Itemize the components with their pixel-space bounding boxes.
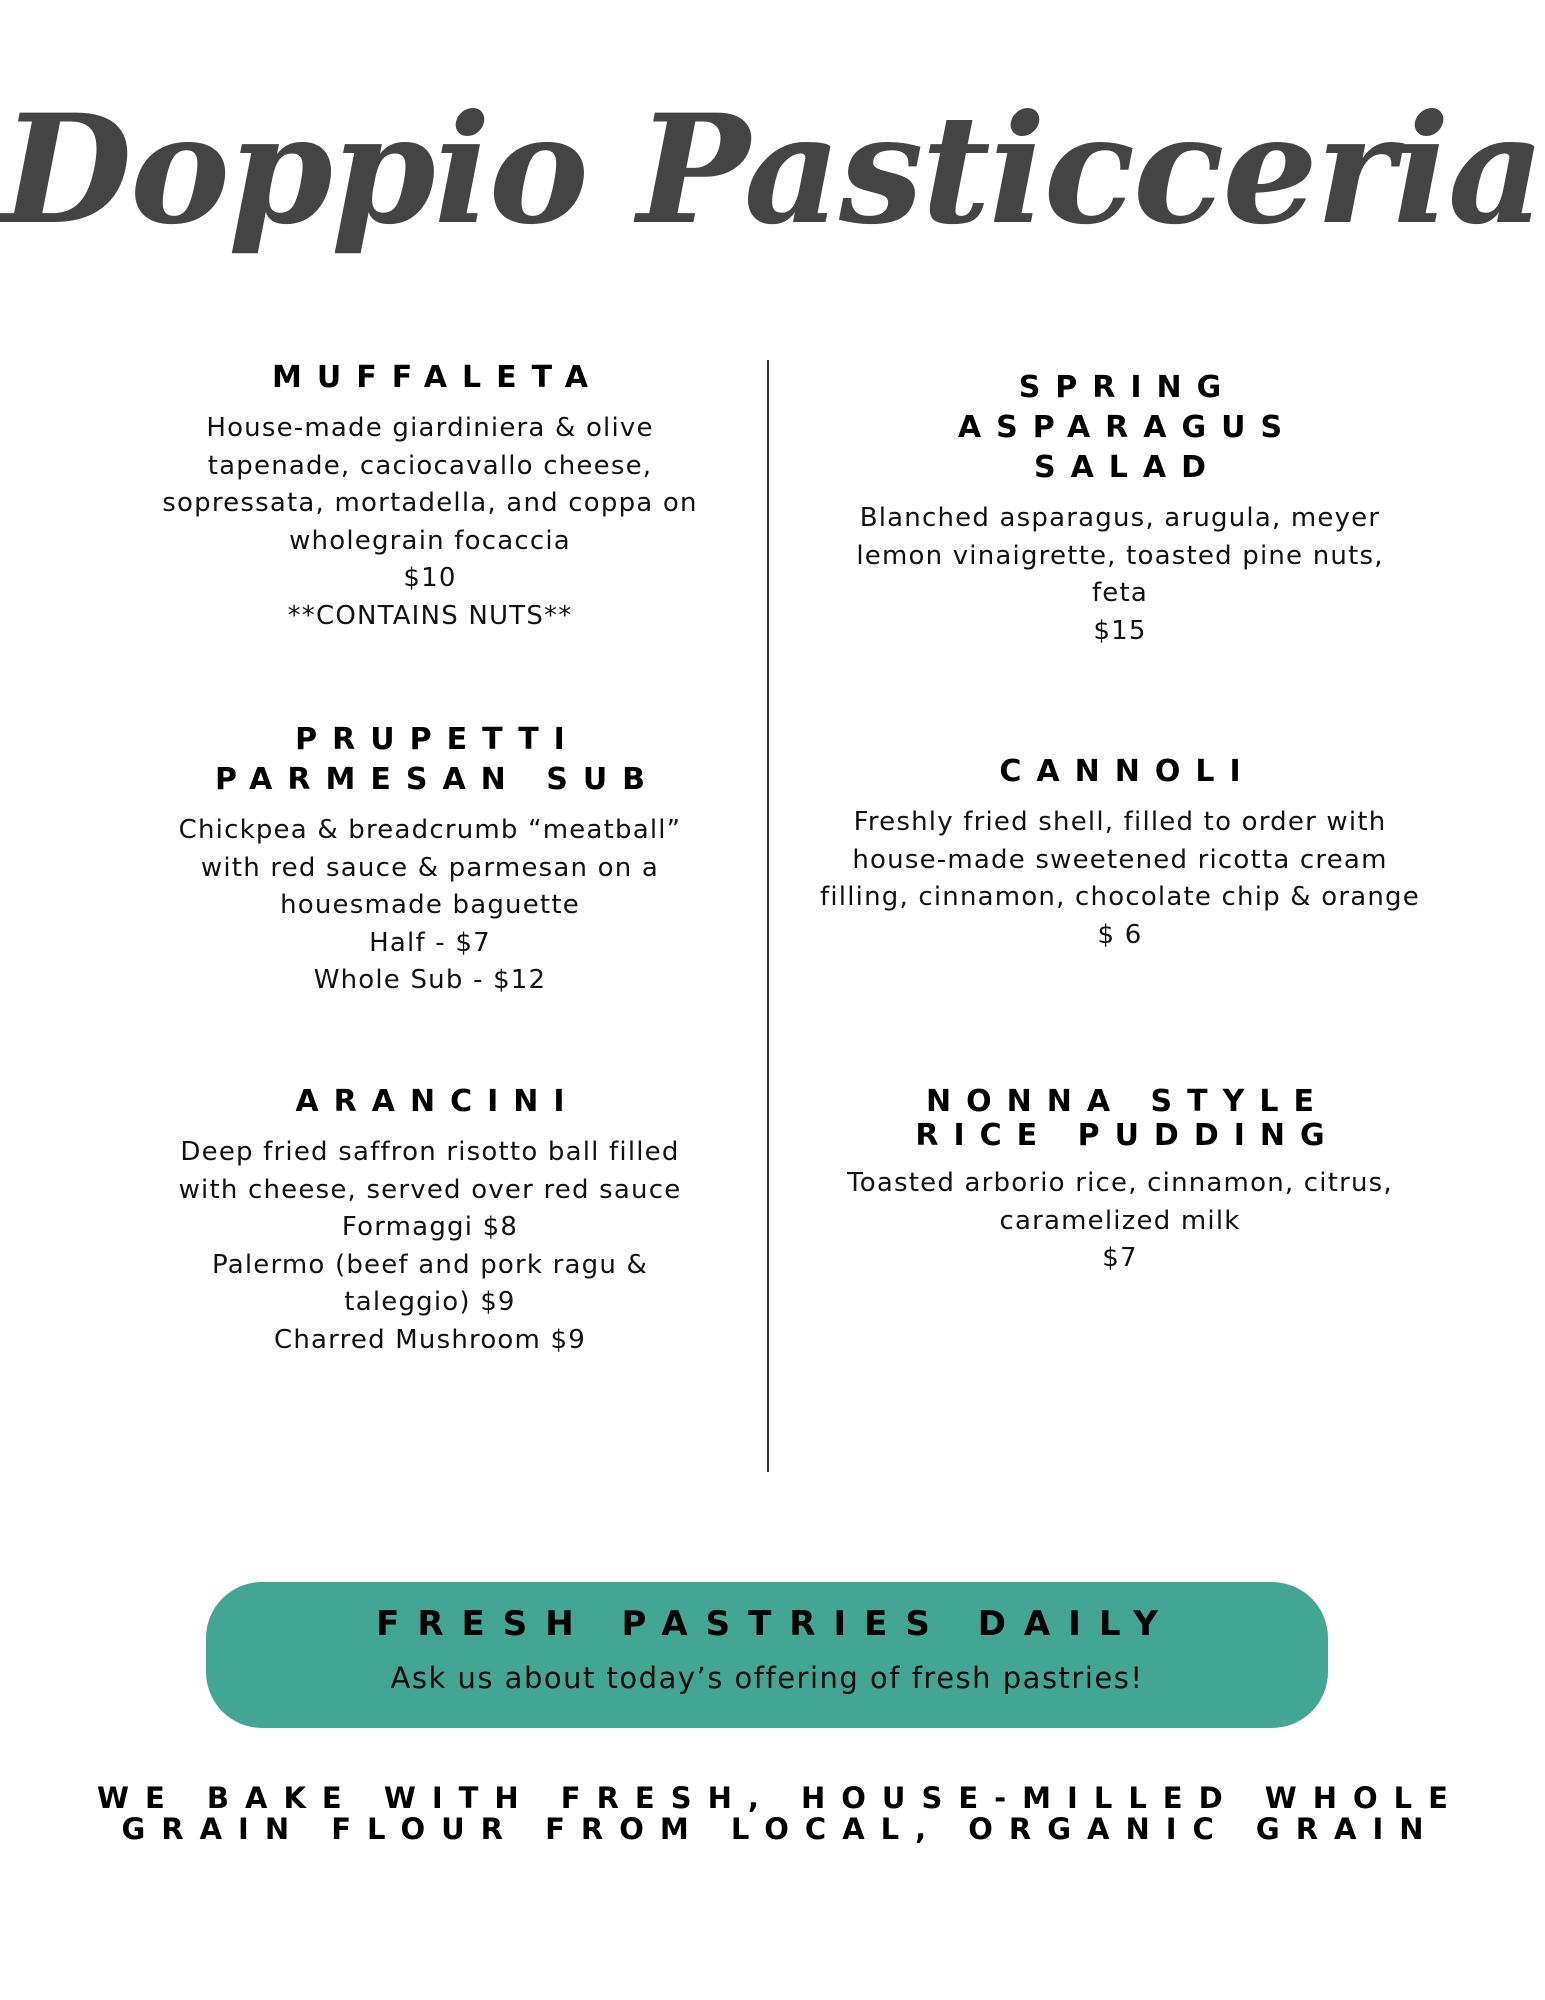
restaurant-title: Doppio Pasticceria [1, 82, 1544, 258]
item-name: MUFFALETA [272, 360, 603, 395]
fresh-pastries-banner [206, 1582, 1328, 1728]
column-divider [767, 360, 769, 1472]
item-price: Formaggi $8 [341, 1212, 519, 1242]
item-price: Half - $7 [369, 927, 491, 958]
item-name: CANNOLI [999, 754, 1256, 789]
item-description: Deep fried saffron risotto ball filled with cheese, served over red sauce Formaggi $8 Palermo (beef and pork ragu & taleggio) $9 Charred Mushroom $9 [110, 1134, 750, 1359]
item-description: Freshly fried shell, filled to order with house-made sweetened ricotta cream filling, cinnamon, chocolate chip & orange $ 6 [800, 804, 1440, 954]
menu-item-spring-asparagus-salad [800, 368, 1440, 650]
item-description: Blanched asparagus, arugula, meyer lemon vinaigrette, toasted pine nuts, feta $15 [800, 500, 1440, 650]
item-name: PRUPETTI PARMESAN SUB [214, 722, 661, 797]
item-name: NONNA STYLE RICE PUDDING [915, 1084, 1340, 1153]
banner-subtitle: Ask us about today’s offering of fresh pastries! [390, 1661, 1144, 1695]
footer-tagline: WE BAKE WITH FRESH, HOUSE-MILLED WHOLE GRAIN FLOUR FROM LOCAL, ORGANIC GRAIN [97, 1781, 1464, 1846]
menu-item-arancini [110, 1082, 750, 1359]
menu-item-cannoli [800, 752, 1440, 954]
item-price: $7 [1102, 1243, 1138, 1273]
banner-title: FRESH PASTRIES DAILY [376, 1604, 1176, 1644]
item-price: $15 [1093, 615, 1147, 646]
menu-item-nonna-style-rice-pudding [800, 1085, 1440, 1278]
item-price: $10 [403, 563, 457, 593]
item-price: Charred Mushroom $9 [273, 1324, 587, 1355]
item-price: $ 6 [1097, 919, 1143, 950]
item-price: taleggio) $9 [344, 1287, 516, 1317]
item-description: Chickpea & breadcrumb “meatball” with red sauce & parmesan on a houesmade baguette Half - $7 Whole Sub - $12 [110, 812, 750, 1000]
menu-item-prupetti-parmesan-sub [110, 720, 750, 1000]
item-description: House-made giardiniera & olive tapenade, caciocavallo cheese, sopressata, mortadella, and coppa on wholegrain focaccia $10 **CONTAINS NUTS** [110, 410, 750, 635]
item-description: Toasted arborio rice, cinnamon, citrus, caramelized milk $7 [800, 1165, 1440, 1278]
allergen-note: **CONTAINS NUTS** [287, 600, 573, 631]
item-name: SPRING ASPARAGUS SALAD [957, 370, 1298, 485]
item-name: ARANCINI [295, 1084, 580, 1119]
menu-item-muffaleta [110, 358, 750, 635]
item-price: Whole Sub - $12 [313, 965, 547, 995]
